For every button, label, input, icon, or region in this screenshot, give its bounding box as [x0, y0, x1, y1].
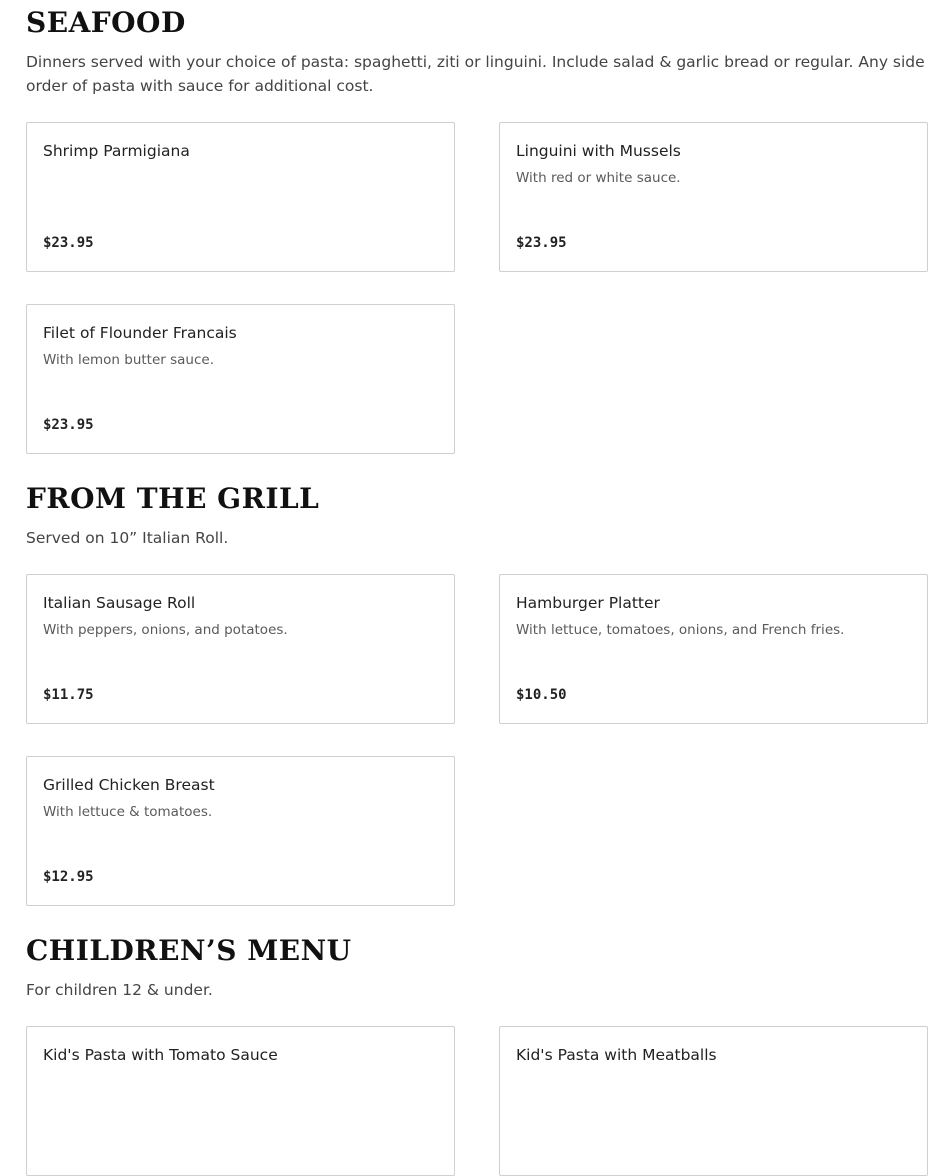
menu-items-grid: [26, 122, 928, 454]
menu-item-card[interactable]: [499, 122, 928, 272]
menu-item-price: $23.95: [43, 417, 94, 433]
section-description: For children 12 & under.: [26, 981, 213, 999]
menu-item-description: With lemon butter sauce.: [43, 352, 214, 368]
menu-item-description: With lettuce, tomatoes, onions, and French fries.: [516, 622, 845, 638]
menu-item-card[interactable]: [26, 574, 455, 724]
menu-section-grill: [26, 482, 928, 906]
menu-item-description: With peppers, onions, and potatoes.: [43, 622, 288, 638]
menu-section-seafood: [26, 6, 928, 454]
section-title: FROM THE GRILL: [26, 482, 320, 515]
menu-item-card[interactable]: [26, 1026, 455, 1176]
menu-item-name: Grilled Chicken Breast: [43, 776, 215, 794]
menu-item-card[interactable]: [26, 756, 455, 906]
menu-item-description: With lettuce & tomatoes.: [43, 804, 213, 820]
menu-section-children: [26, 934, 928, 1176]
menu-item-name: Linguini with Mussels: [516, 142, 681, 160]
menu-item-price: $23.95: [516, 235, 567, 251]
menu-item-price: $23.95: [43, 235, 94, 251]
menu-items-grid: [26, 574, 928, 906]
menu-item-card[interactable]: [499, 574, 928, 724]
menu-item-name: Kid's Pasta with Tomato Sauce: [43, 1046, 278, 1064]
menu-item-card[interactable]: [26, 122, 455, 272]
menu-item-name: Italian Sausage Roll: [43, 594, 196, 612]
menu-item-name: Hamburger Platter: [516, 594, 660, 612]
menu-item-price: $11.75: [43, 687, 94, 703]
menu-item-card[interactable]: [26, 304, 455, 454]
menu-item-price: $10.50: [516, 687, 567, 703]
menu-item-price: $12.95: [43, 869, 94, 885]
menu-item-name: Shrimp Parmigiana: [43, 142, 190, 160]
section-description: Dinners served with your choice of pasta: spaghetti, ziti or linguini. Include salad & garlic bread or regular. Any side order of pasta with sauce for additional cost.: [26, 53, 925, 95]
menu-item-name: Kid's Pasta with Meatballs: [516, 1046, 717, 1064]
menu-item-description: With red or white sauce.: [516, 170, 681, 186]
menu-item-card[interactable]: [499, 1026, 928, 1176]
menu-item-name: Filet of Flounder Francais: [43, 324, 237, 342]
section-description: Served on 10” Italian Roll.: [26, 529, 229, 547]
section-title: SEAFOOD: [26, 6, 186, 39]
menu-items-grid: [26, 1026, 928, 1176]
section-title: CHILDREN’S MENU: [26, 934, 352, 967]
